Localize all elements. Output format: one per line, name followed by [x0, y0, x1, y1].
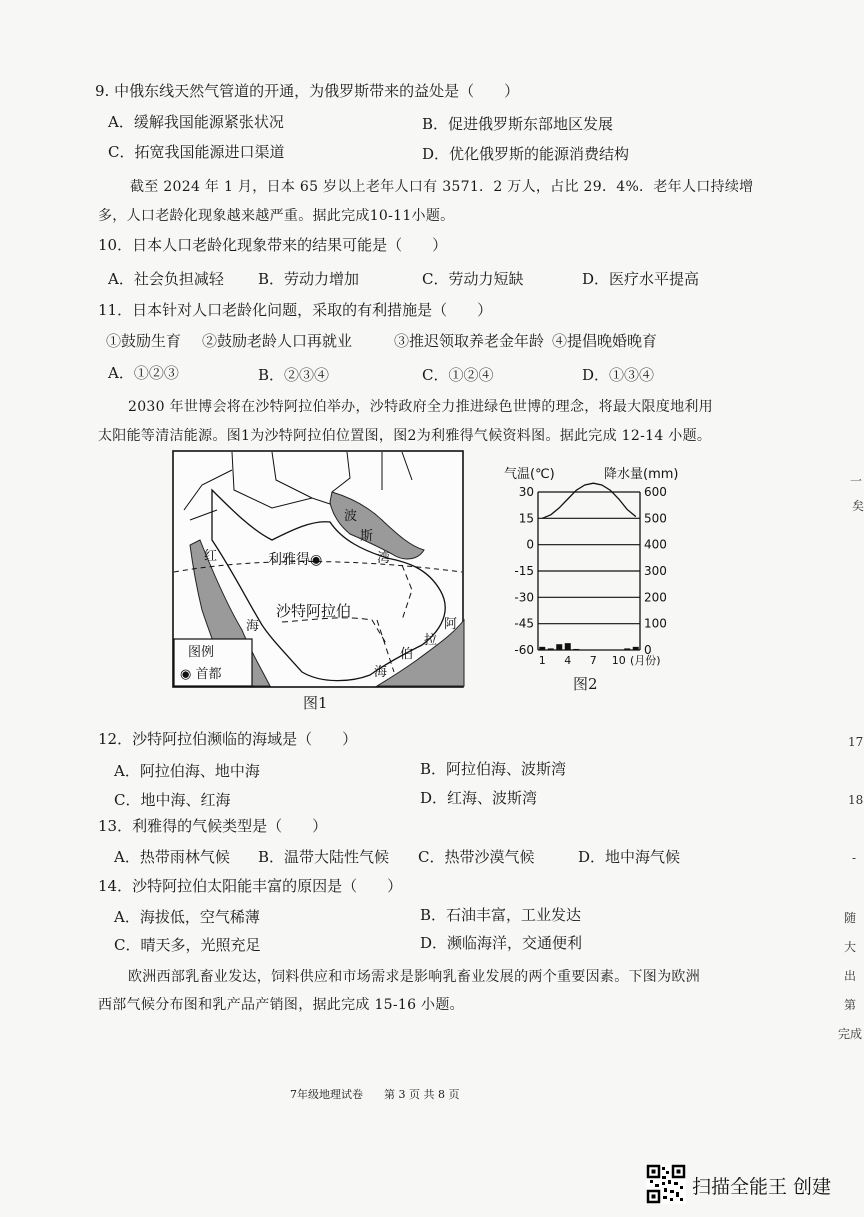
- precipitation-bar: [565, 643, 571, 650]
- qr-code-icon: [646, 1164, 686, 1204]
- map-label-gulf-3: 湾: [377, 551, 391, 566]
- q10-option-d: D．医疗水平提高: [582, 270, 700, 288]
- edge-char-4: 18: [848, 793, 864, 807]
- precipitation-bar: [573, 649, 579, 650]
- precipitation-bar: [633, 647, 639, 650]
- q11-stem: 11．日本针对人口老龄化问题，采取的有利措施是（ ）: [98, 301, 493, 319]
- footer-page-number: 第 3 页 共 8 页: [384, 1088, 460, 1101]
- temperature-curve: [542, 483, 636, 518]
- passage-2-line-2: 太阳能等清洁能源。图1为沙特阿拉伯位置图，图2为利雅得气候资料图。据此完成 12-14 小题。: [98, 428, 712, 444]
- footer-subject: 7年级地理试卷: [290, 1088, 363, 1101]
- q11-option-b: B．②③④: [258, 366, 330, 384]
- edge-char-7: 大: [844, 940, 857, 954]
- edge-char-3: 17: [848, 735, 864, 749]
- q11-measure-4: ④提倡晚婚晚育: [552, 332, 658, 350]
- edge-char-10: 完成: [838, 1027, 863, 1041]
- figure-1-caption: 图1: [303, 694, 328, 712]
- q11-measure-1: ①鼓励生育: [106, 332, 182, 350]
- map-label-gulf-2: 斯: [360, 529, 374, 544]
- map-label-saudi-arabia: 沙特阿拉伯: [276, 602, 352, 620]
- x-unit-label: (月份): [630, 654, 661, 667]
- q11-option-d: D．①③④: [582, 366, 655, 384]
- watermark-text: 扫描全能王 创建: [692, 1176, 832, 1198]
- edge-char-8: 出: [844, 969, 857, 983]
- edge-char-5: -: [852, 851, 857, 865]
- q13-option-a: A．热带雨林气候: [114, 848, 230, 866]
- map-label-arabian-4: 海: [374, 665, 388, 680]
- right-tick-label: 600: [644, 485, 667, 499]
- q10-stem: 10．日本人口老龄化现象带来的结果可能是（ ）: [98, 236, 448, 254]
- q13-option-b: B．温带大陆性气候: [258, 848, 390, 866]
- q12-option-b: B．阿拉伯海、波斯湾: [420, 760, 567, 778]
- precipitation-bar: [548, 648, 554, 650]
- q12-option-a: A．阿拉伯海、地中海: [114, 762, 260, 780]
- q14-stem: 14．沙特阿拉伯太阳能丰富的原因是（ ）: [98, 877, 403, 895]
- q13-option-d: D．地中海气候: [578, 848, 681, 866]
- left-tick-label: 15: [518, 511, 534, 526]
- q14-option-b: B．石油丰富，工业发达: [420, 906, 582, 924]
- q10-option-b: B．劳动力增加: [258, 270, 360, 288]
- q9-stem: 9. 中俄东线天然气管道的开通，为俄罗斯带来的益处是（ ）: [95, 82, 520, 100]
- edge-char-9: 第: [844, 998, 857, 1012]
- map-label-arabian-1: 阿: [444, 617, 458, 632]
- q9-option-a: A．缓解我国能源紧张状况: [108, 113, 284, 131]
- q10-option-a: A．社会负担减轻: [108, 270, 224, 288]
- edge-char-1: 一: [850, 474, 863, 488]
- passage-1-line-1: 截至 2024 年 1 月，日本 65 岁以上老年人口有 3571．2 万人，占比 29．4%．老年人口持续增: [130, 179, 754, 195]
- right-tick-label: 0: [644, 643, 652, 657]
- map-label-gulf-1: 波: [344, 509, 358, 524]
- right-tick-label: 200: [644, 590, 667, 605]
- figure-2-caption: 图2: [573, 675, 598, 693]
- edge-char-2: 矣: [852, 499, 864, 513]
- q9-option-d: D．优化俄罗斯的能源消费结构: [422, 145, 630, 163]
- left-tick-label: 0: [526, 537, 534, 552]
- passage-1-line-2: 多，人口老龄化现象越来越严重。据此完成10-11小题。: [98, 208, 455, 224]
- x-tick-label: 4: [564, 654, 572, 667]
- map-label-red: 红: [204, 549, 218, 564]
- map-label-arabian-3: 伯: [400, 647, 414, 662]
- left-tick-label: 30: [518, 485, 534, 499]
- precipitation-bar: [539, 647, 545, 650]
- map-label-arabian-2: 拉: [424, 633, 438, 648]
- q9-option-b: B．促进俄罗斯东部地区发展: [422, 115, 614, 133]
- q11-option-a: A．①②③: [108, 364, 179, 382]
- right-tick-label: 100: [644, 616, 667, 631]
- x-tick-label: 10: [611, 654, 626, 667]
- q14-option-d: D．濒临海洋，交通便利: [420, 934, 583, 952]
- saudi-location-map: [172, 450, 464, 688]
- q11-measure-3: ③推迟领取养老金年龄: [394, 332, 545, 350]
- q9-option-c: C．拓宽我国能源进口渠道: [108, 143, 285, 161]
- precipitation-bar: [556, 644, 562, 650]
- left-tick-label: -60: [514, 643, 534, 657]
- left-axis-label: 气温(℃): [504, 467, 555, 482]
- right-tick-label: 400: [644, 537, 667, 552]
- x-tick-label: 1: [538, 654, 546, 667]
- q12-option-c: C．地中海、红海: [114, 791, 231, 809]
- q13-option-c: C．热带沙漠气候: [418, 848, 535, 866]
- passage-3-line-2: 西部气候分布图和乳产品产销图，据此完成 15-16 小题。: [98, 997, 464, 1013]
- q11-measure-2: ②鼓励老龄人口再就业: [202, 332, 353, 350]
- passage-2-line-1: 2030 年世博会将在沙特阿拉伯举办，沙特政府全力推进绿色世博的理念，将最大限度地利用: [128, 399, 713, 415]
- q11-option-c: C．①②④: [422, 366, 494, 384]
- x-tick-label: 7: [589, 654, 597, 667]
- right-axis-label: 降水量(mm): [604, 467, 679, 482]
- q13-stem: 13．利雅得的气候类型是（ ）: [98, 817, 328, 835]
- map-label-riyadh: 利雅得◉: [268, 552, 323, 568]
- right-tick-label: 300: [644, 564, 667, 578]
- map-label-red-sea: 海: [246, 619, 260, 634]
- legend-capital: ◉ 首都: [180, 667, 222, 682]
- q12-stem: 12．沙特阿拉伯濒临的海域是（ ）: [98, 730, 358, 748]
- precipitation-bar: [624, 648, 630, 650]
- left-tick-label: -45: [514, 616, 534, 631]
- q10-option-c: C．劳动力短缺: [422, 270, 524, 288]
- legend-title: 图例: [188, 645, 215, 660]
- q14-option-a: A．海拔低，空气稀薄: [114, 908, 260, 926]
- left-tick-label: -30: [514, 590, 534, 605]
- q12-option-d: D．红海、波斯湾: [420, 789, 538, 807]
- left-tick-label: -15: [514, 564, 534, 578]
- passage-3-line-1: 欧洲西部乳畜业发达，饲料供应和市场需求是影响乳畜业发展的两个重要因素。下图为欧洲: [128, 969, 700, 985]
- edge-char-6: 随: [844, 911, 857, 925]
- riyadh-climate-chart: [500, 462, 680, 676]
- right-tick-label: 500: [644, 511, 667, 526]
- q14-option-c: C．晴天多，光照充足: [114, 936, 261, 954]
